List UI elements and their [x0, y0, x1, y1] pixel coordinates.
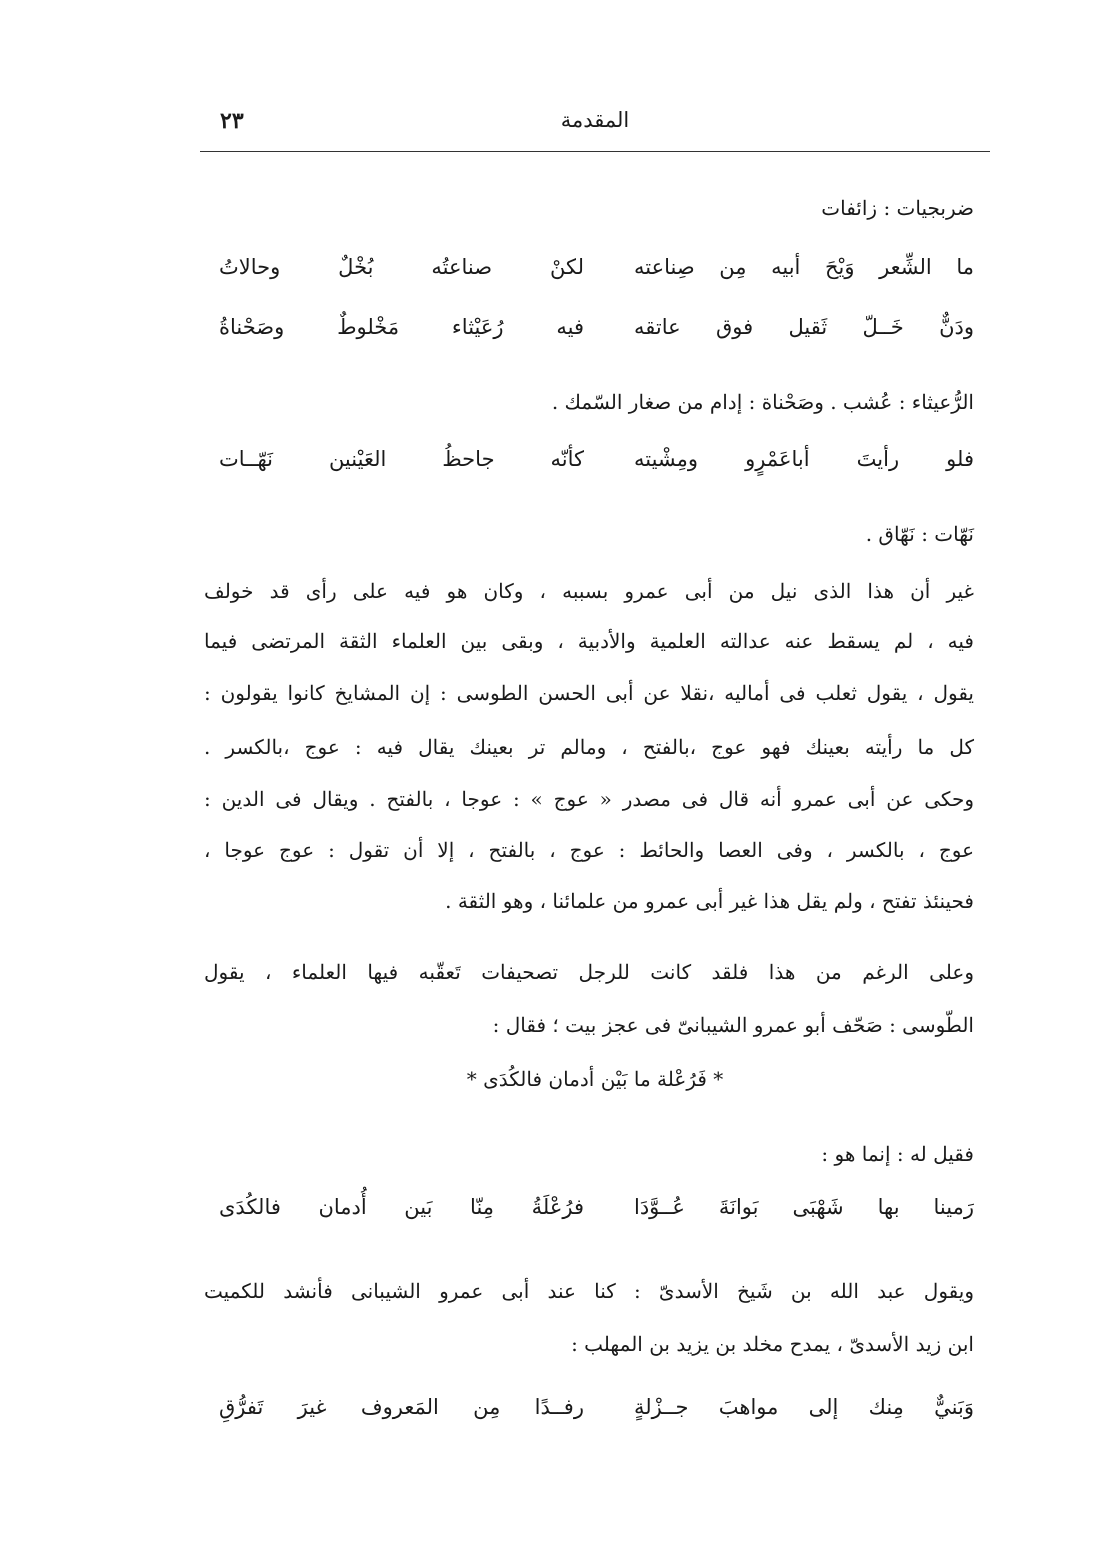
verse-4-first-hemistich: رَمينا بها شَهْبَى بَوانَةَ عُــوَّدَا [634, 1195, 974, 1219]
paragraph-line: وعلى الرغم من هذا فلقد كانت للرجل تصحيفات تَعقّبه فيها العلماء ، يقول [204, 960, 974, 984]
verse-1-first-hemistich: ما الشِّعر وَيْحَ أبيه مِن صِناعته [634, 255, 974, 279]
quoted-hemistich: * فَرُعْلة ما بَيْن أدمان فالكُدَى * [466, 1067, 724, 1091]
paragraph-line: يقول ، يقول ثعلب فى أماليه ،نقلا عن أبى الحسن الطوسى : إن المشايخ كانوا يقولون : [204, 681, 974, 705]
paragraph-line: ويقول عبد الله بن شَيخ الأسدىّ : كنا عند أبى عمرو الشيبانى فأنشد للكميت [204, 1279, 974, 1303]
paragraph-line: وحكى عن أبى عمرو أنه قال فى مصدر « عوج » : عوجا ، بالفتح . ويقال فى الدين : [204, 787, 974, 811]
page-header [200, 108, 990, 144]
verse-3-second-hemistich: كأنّه جاحظُ العَيْنين نَهّــات [219, 447, 584, 471]
paragraph-line: كل ما رأيته بعينك فهو عوج ،بالفتح ، ومالم تر بعينك يقال فيه : عوج ،بالكسر . [204, 735, 974, 759]
gloss-line: الرُّعيثاء : عُشب . وصَحْناة : إدام من صغار السّمك . [551, 390, 974, 414]
verse-1-second-hemistich: لكنْ صناعتُه بُخْلٌ وحالاتُ [219, 255, 584, 279]
paragraph-line: الطّوسى : صَحّف أبو عمرو الشيبانىّ فى عجز بيت ؛ فقال : [492, 1013, 974, 1037]
paragraph-line: ابن زيد الأسدىّ ، يمدح مخلد بن يزيد بن المهلب : [571, 1332, 974, 1356]
header-divider [200, 151, 990, 152]
page-number: ٢٣ [220, 108, 244, 134]
verse-4-second-hemistich: فرُعْلَةُ مِنّا بَين أُدمان فالكُدَى [219, 1195, 584, 1219]
paragraph-line: فيه ، لم يسقط عنه عدالته العلمية والأدبية ، وبقى بين العلماء الثقة المرتضى فيما [204, 629, 974, 653]
paragraph-line: عوج ، بالكسر ، وفى العصا والحائط : عوج ، بالفتح ، إلا أن تقول : عوج عوجا ، [204, 838, 974, 862]
verse-2-first-hemistich: ودَنٌّ خَــلّ ثَقيل فوق عاتقه [634, 315, 974, 339]
verse-5-first-hemistich: وَبَنيٌّ مِنك إلى مواهبَ جــزْلةٍ [634, 1395, 974, 1419]
gloss-line: ضربجيات : زائفات [821, 196, 974, 220]
verse-3-first-hemistich: فلو رأيتَ أباعَمْرٍو ومِشْيته [634, 447, 974, 471]
paragraph-line: فقيل له : إنما هو : [821, 1142, 974, 1166]
gloss-line: نَهّات : نَهّاق . [865, 522, 974, 546]
verse-2-second-hemistich: فيه رُعَيْثاء مَخْلوطٌ وصَحْناةُ [219, 315, 584, 339]
verse-5-second-hemistich: رفــدًا مِن المَعروف غيرَ تَفرُّقِ [219, 1395, 584, 1419]
page-title: المقدمة [560, 108, 630, 132]
paragraph-line: غير أن هذا الذى نيل من أبى عمرو بسببه ، وكان هو فيه على رأى قد خولف [204, 579, 974, 603]
paragraph-line: فحينئذ تفتح ، ولم يقل هذا غير أبى عمرو من علمائنا ، وهو الثقة . [445, 889, 974, 913]
